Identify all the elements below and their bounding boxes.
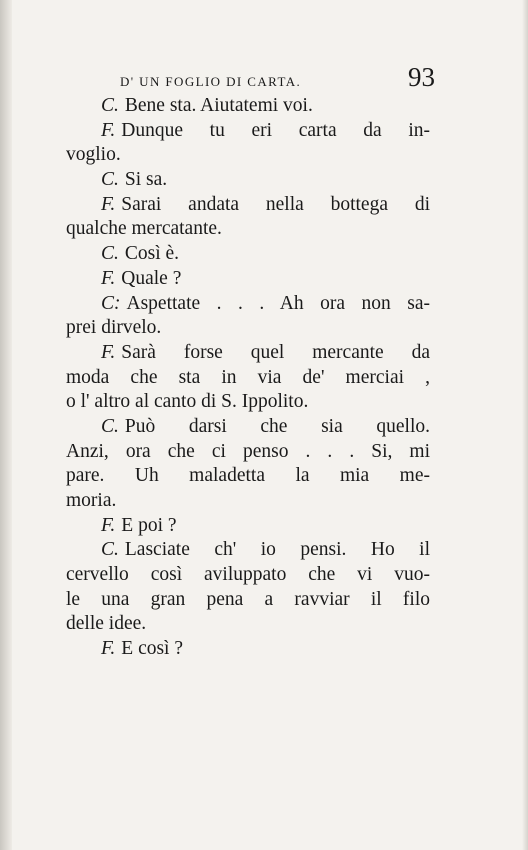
running-title: D' UN FOGLIO DI CARTA. <box>120 74 302 89</box>
text-line <box>66 341 430 366</box>
speech-text: E così ? <box>121 638 184 660</box>
text-line <box>66 366 430 391</box>
speaker-label: C. <box>101 243 119 265</box>
speech-text: Quale ? <box>121 267 182 289</box>
text-line <box>66 514 430 539</box>
text-line <box>66 588 430 613</box>
speech-text: moda che sta in via de' merciai , <box>66 366 430 388</box>
text-line <box>66 464 430 489</box>
dialogue-text <box>66 94 430 662</box>
speech-text: delle idee. <box>66 613 147 635</box>
speech-text: moria. <box>66 490 117 511</box>
speech-text: qualche mercatante. <box>66 218 222 240</box>
speech-text: Bene sta. Aiutatemi voi. <box>124 95 313 116</box>
speaker-label: F. <box>101 638 116 660</box>
speaker-label: F. <box>101 267 116 289</box>
text-line <box>66 440 430 465</box>
speech-text: pare. Uh maladetta la mia me- <box>66 465 430 487</box>
text-line <box>66 168 430 193</box>
text-line <box>66 316 430 341</box>
text-line <box>66 217 430 242</box>
speech-text: Si sa. <box>124 169 168 191</box>
running-head <box>100 62 435 96</box>
page-number: 93 <box>408 62 435 92</box>
speaker-label: F. <box>101 119 116 141</box>
speech-text: Sarà forse quel mercante da <box>121 341 430 363</box>
speech-text: o l' altro al canto di S. Ippolito. <box>66 391 309 413</box>
text-line <box>66 390 430 415</box>
text-line <box>66 538 430 563</box>
speech-text: E poi ? <box>121 514 177 536</box>
text-line <box>66 292 430 317</box>
speaker-label: C. <box>101 95 119 116</box>
speech-text: Lasciate ch' io pensi. Ho il <box>124 539 430 561</box>
speech-text: Così è. <box>124 243 180 265</box>
speaker-label: C. <box>101 415 119 437</box>
speech-text: Dunque tu eri carta da in- <box>121 119 430 141</box>
text-line <box>66 563 430 588</box>
speaker-label: C: <box>101 292 121 314</box>
speaker-label: C. <box>101 539 119 561</box>
page-edge <box>522 0 528 850</box>
speech-text: Aspettate . . . Ah ora non sa- <box>126 292 430 314</box>
speaker-label: C. <box>101 169 119 191</box>
page-gutter-shadow <box>0 0 12 850</box>
text-line <box>66 193 430 218</box>
speech-text: cervello così aviluppato che vi vuo- <box>66 564 430 586</box>
text-line <box>66 415 430 440</box>
speech-text: prei dirvelo. <box>66 317 162 339</box>
text-line <box>66 612 430 637</box>
text-line <box>66 242 430 267</box>
text-line <box>66 94 430 119</box>
text-line <box>66 637 430 662</box>
speech-text: voglio. <box>66 144 121 166</box>
speaker-label: F. <box>101 341 116 363</box>
text-line <box>66 143 430 168</box>
speaker-label: F. <box>101 193 116 215</box>
speech-text: Anzi, ora che ci penso . . . Si, mi <box>66 440 430 462</box>
text-line <box>66 119 430 144</box>
text-line <box>66 267 430 292</box>
text-line <box>66 489 430 514</box>
speech-text: Sarai andata nella bottega di <box>121 193 430 215</box>
speech-text: Può darsi che sia quello. <box>124 415 430 437</box>
speech-text: le una gran pena a ravviar il filo <box>66 588 430 610</box>
speaker-label: F. <box>101 514 116 536</box>
